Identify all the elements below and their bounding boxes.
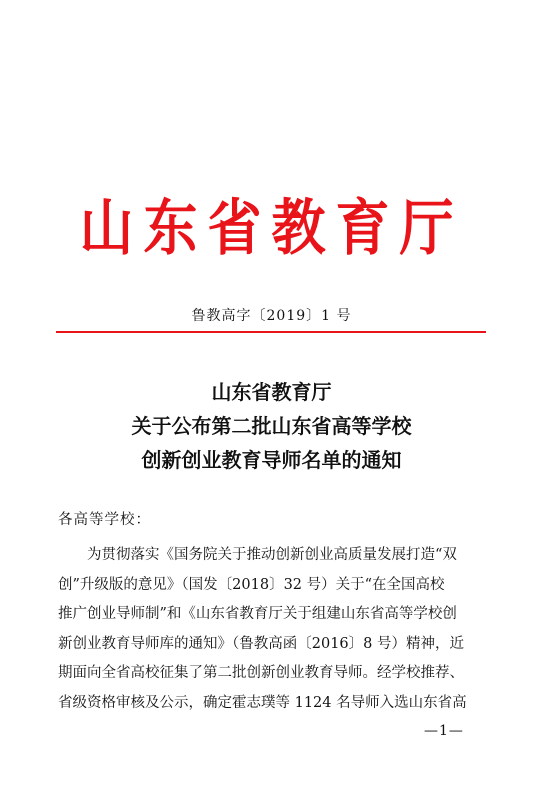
page-number: —1—: [424, 723, 464, 739]
issuing-office-header: 山东省教育厅: [79, 191, 464, 263]
body-line: 新创业教育导师库的通知》（鲁教高函〔2016〕8 号）精神，近: [58, 635, 464, 652]
salutation: 各高等学校：: [58, 512, 151, 528]
body-line: 为贯彻落实《国务院关于推动创新创业高质量发展打造“双: [87, 547, 457, 563]
title-line: 关于公布第二批山东省高等学校: [131, 414, 412, 438]
red-divider-line: [56, 331, 486, 333]
title-line: 创新创业教育导师名单的通知: [141, 448, 402, 472]
body-line: 省级资格审核及公示，确定霍志璞等 1124 名导师入选山东省高: [58, 694, 467, 711]
body-line: 推广创业导师制”和《山东省教育厅关于组建山东省高等学校创: [58, 606, 457, 622]
body-paragraph: [58, 541, 488, 718]
body-line: 创”升级版的意见》（国发〔2018〕32 号）关于“在全国高校: [58, 576, 445, 593]
body-line: 期面向全省高校征集了第二批创新创业教育导师。经学校推荐、: [58, 665, 464, 681]
document-number: 鲁教高字〔2019〕1 号: [191, 308, 352, 324]
title-line: 山东省教育厅: [211, 380, 332, 404]
notice-title: [0, 375, 543, 477]
